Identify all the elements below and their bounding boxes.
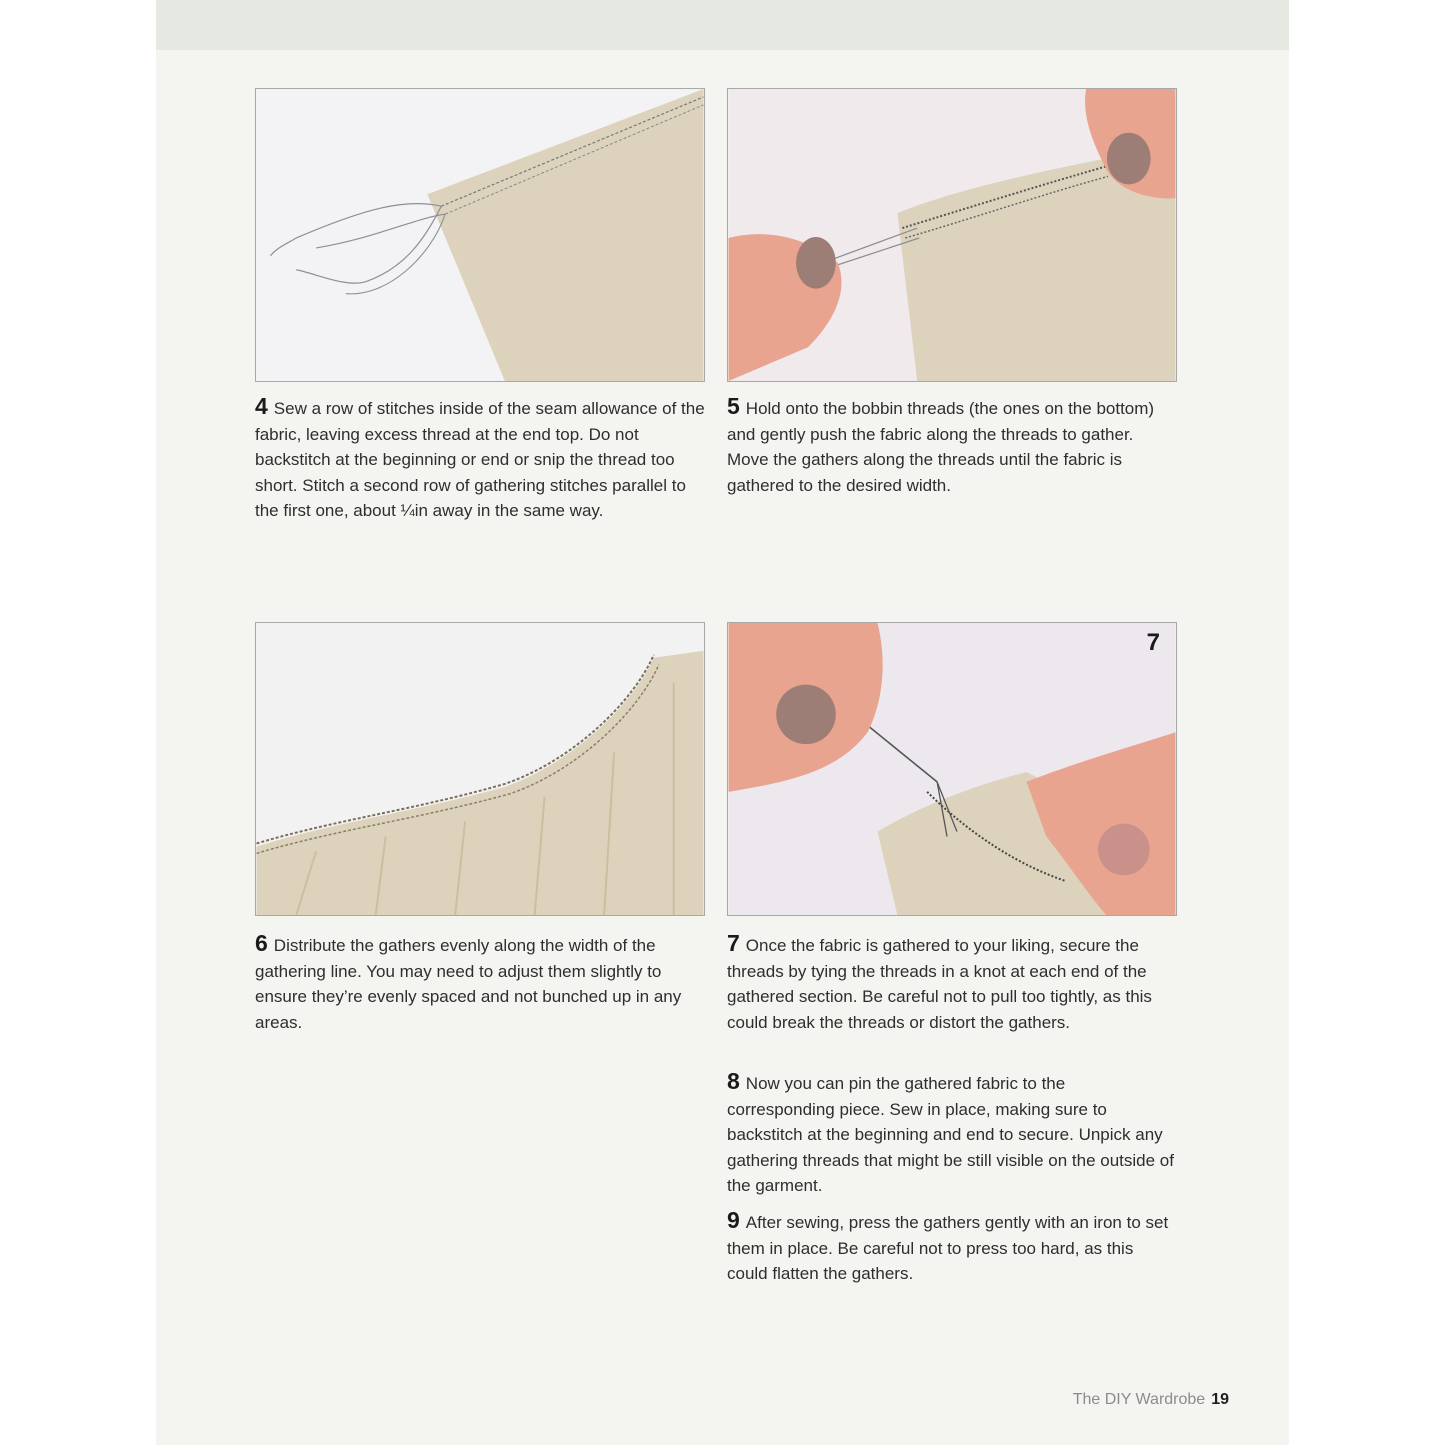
step-body: Now you can pin the gathered fabric to the corresponding piece. Sew in place, making sure to backstitch at the beginning and end to secure. Unpick any gathering threads that might be still visible on the outside of the garment. — [727, 1074, 1174, 1195]
step-5-text — [727, 394, 1177, 498]
step-9-text — [727, 1208, 1177, 1287]
fabric-stitch-illustration — [256, 89, 704, 381]
photo-step-label: 7 — [1146, 629, 1160, 656]
hands-gathering-illustration — [728, 89, 1176, 381]
step-number: 6 — [255, 930, 268, 956]
step-body: Sew a row of stitches inside of the seam allowance of the fabric, leaving excess thread at the end top. Do not backstitch at the beginning or end or snip the thread too short. Stitch a second row of gathering stitches parallel to the first one, about ¼in away in the same way. — [255, 399, 705, 520]
photo-step-7 — [727, 622, 1177, 916]
photo-step-5 — [727, 88, 1177, 382]
step-body: Distribute the gathers evenly along the width of the gathering line. You may need to adjust them slightly to ensure they’re evenly spaced and not bunched up in any areas. — [255, 936, 682, 1032]
book-title: The DIY Wardrobe — [1072, 1391, 1206, 1408]
photo-step-6 — [255, 622, 705, 916]
step-number: 5 — [727, 393, 740, 419]
photo-step-4 — [255, 88, 705, 382]
step-number: 4 — [255, 393, 268, 419]
step-7-text — [727, 931, 1177, 1035]
page-number: 19 — [1211, 1391, 1229, 1408]
step-number: 7 — [727, 930, 740, 956]
hands-tying-illustration — [728, 623, 1176, 915]
step-4-text — [255, 394, 705, 524]
page-footer — [1073, 1391, 1229, 1409]
book-page — [156, 0, 1289, 1445]
step-body: Hold onto the bobbin threads (the ones on the bottom) and gently push the fabric along the threads to gather. Move the gathers along the threads until the fabric is gathered to the desired width. — [727, 399, 1155, 495]
gathered-fabric-illustration — [256, 623, 704, 915]
step-6-text — [255, 931, 705, 1035]
step-8-text — [727, 1069, 1177, 1199]
step-body: Once the fabric is gathered to your liking, secure the threads by tying the threads in a knot at each end of the gathered section. Be careful not to pull too tightly, as this could break the threads or distort the gathers. — [727, 936, 1152, 1032]
top-band — [156, 0, 1289, 50]
step-number: 9 — [727, 1207, 740, 1233]
step-body: After sewing, press the gathers gently with an iron to set them in place. Be careful not to press too hard, as this could flatten the gathers. — [727, 1213, 1169, 1283]
step-number: 8 — [727, 1068, 740, 1094]
